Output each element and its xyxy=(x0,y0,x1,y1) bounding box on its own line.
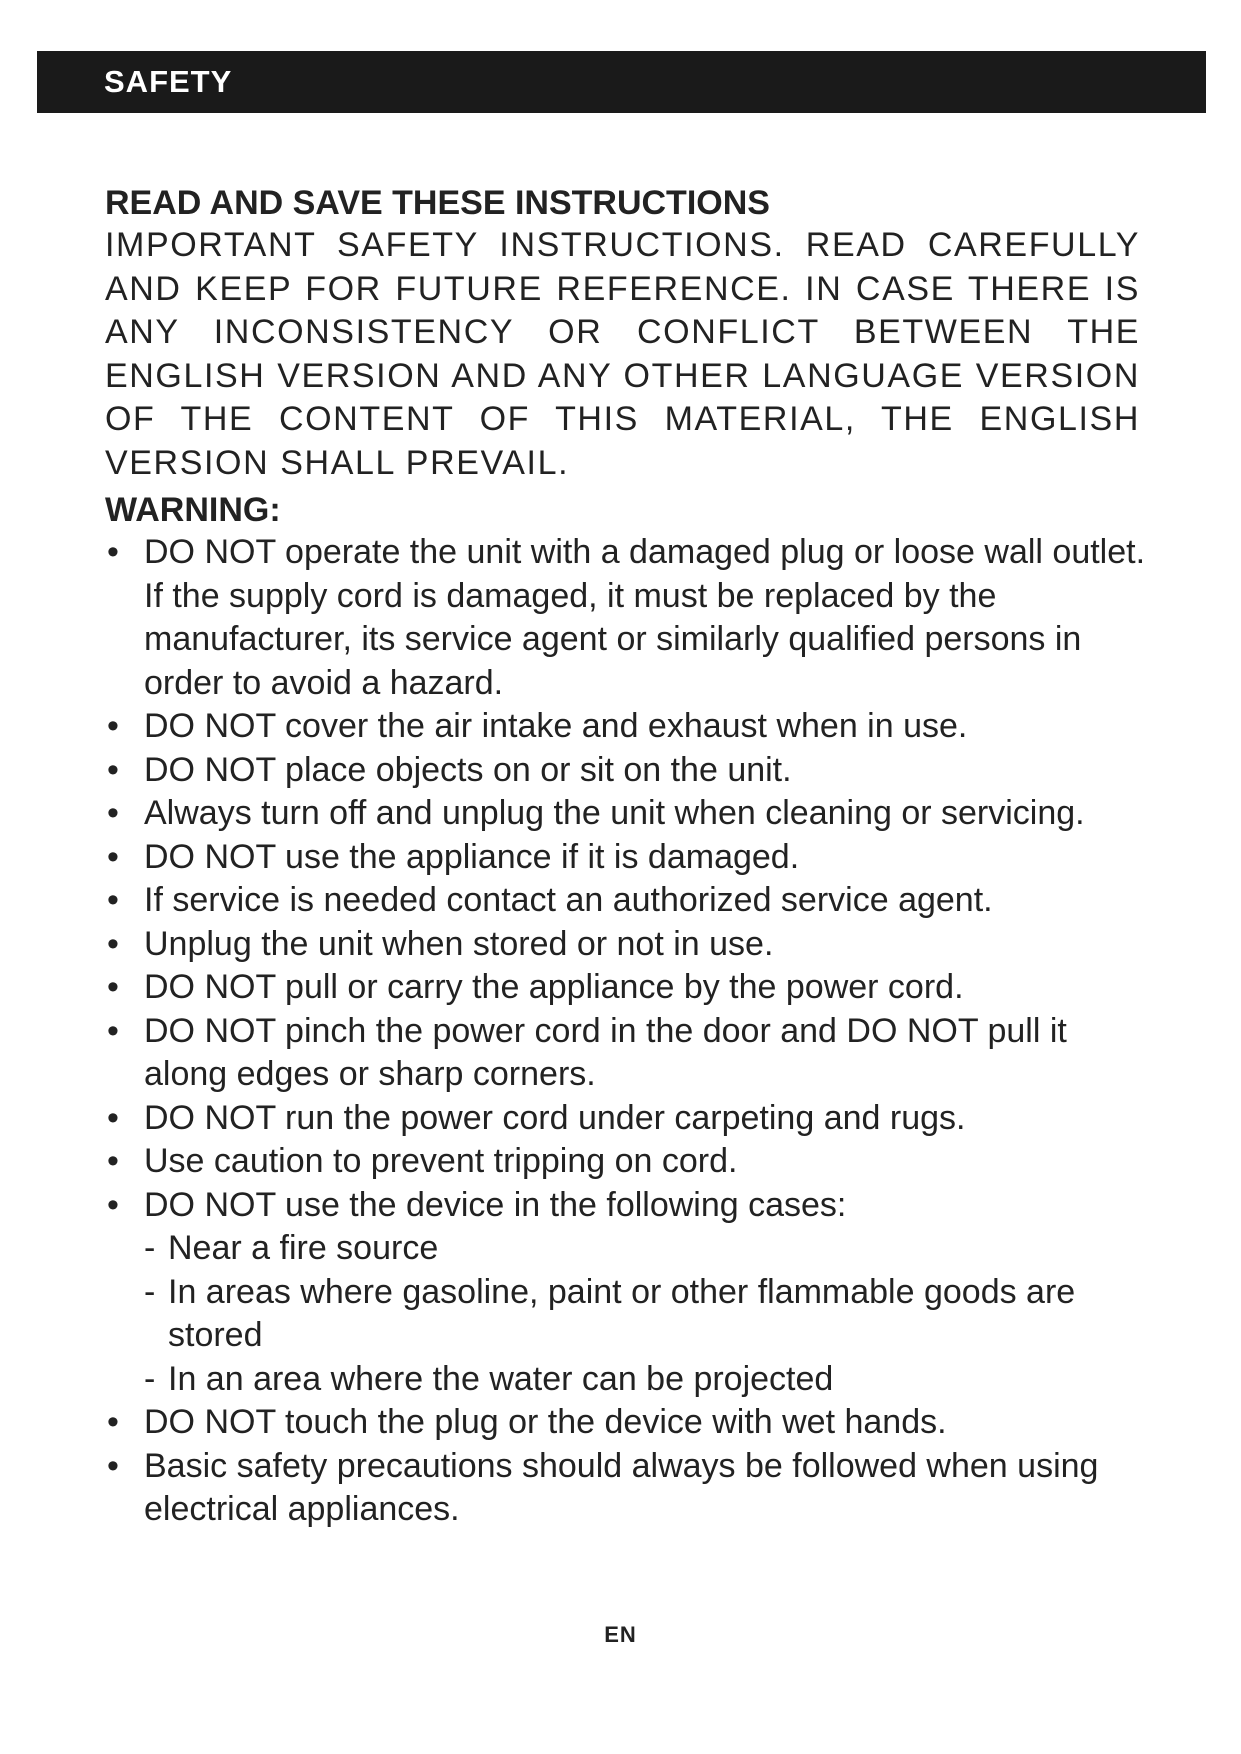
dash-marker: - xyxy=(144,1272,156,1311)
bullet-icon: • xyxy=(107,1011,119,1050)
warning-item xyxy=(105,531,1150,705)
warning-label: WARNING: xyxy=(105,491,281,529)
bullet-icon: • xyxy=(107,881,119,919)
instructions-heading: READ AND SAVE THESE INSTRUCTIONS xyxy=(105,184,770,222)
case-text: Near a fire source xyxy=(168,1229,439,1267)
warning-item xyxy=(105,1445,1150,1532)
case-item xyxy=(144,1358,1150,1402)
warning-text: Always turn off and unplug the unit when cleaning or servicing. xyxy=(144,794,1085,832)
warning-text: DO NOT cover the air intake and exhaust when in use. xyxy=(144,707,968,745)
warning-item xyxy=(105,705,1150,749)
warning-text: Basic safety precautions should always be followed when using electrical appliances. xyxy=(144,1446,1099,1528)
warning-text: DO NOT operate the unit with a damaged plug or loose wall outlet. If the supply cord is damaged, it must be replaced by the manufacturer, its service agent or similarly qualified persons in order to avoid a hazard. xyxy=(144,533,1146,702)
warning-text: DO NOT pinch the power cord in the door and DO NOT pull it along edges or sharp corners. xyxy=(144,1011,1067,1093)
bullet-icon: • xyxy=(107,750,119,789)
case-item xyxy=(144,1271,1150,1358)
bullet-icon: • xyxy=(107,837,119,876)
bullet-icon: • xyxy=(107,1142,119,1180)
warning-item xyxy=(105,792,1150,836)
warning-text: DO NOT use the device in the following cases: xyxy=(144,1185,847,1224)
language-code: EN xyxy=(604,1622,637,1647)
case-text: In areas where gasoline, paint or other flammable goods are stored xyxy=(168,1272,1076,1354)
bullet-icon: • xyxy=(107,707,119,745)
warning-text: DO NOT pull or carry the appliance by the power cord. xyxy=(144,968,964,1006)
warning-item xyxy=(105,879,1150,923)
section-title: SAFETY xyxy=(104,64,233,99)
warning-item xyxy=(105,1184,1150,1402)
warning-text: DO NOT use the appliance if it is damaged. xyxy=(144,837,800,876)
bullet-icon: • xyxy=(107,794,119,832)
bullet-icon: • xyxy=(107,1403,119,1441)
bullet-icon: • xyxy=(107,968,119,1006)
case-list xyxy=(144,1227,1150,1401)
dash-marker: - xyxy=(144,1359,156,1398)
warning-text: If service is needed contact an authorized service agent. xyxy=(144,881,993,919)
warning-item xyxy=(105,836,1150,880)
warning-item xyxy=(105,1140,1150,1184)
warning-text: Unplug the unit when stored or not in use. xyxy=(144,924,774,963)
warning-item xyxy=(105,1010,1150,1097)
warning-item xyxy=(105,923,1150,967)
bullet-icon: • xyxy=(107,533,119,571)
case-item xyxy=(144,1227,1150,1271)
warning-item xyxy=(105,1097,1150,1141)
case-text: In an area where the water can be projected xyxy=(168,1359,834,1398)
warning-text: DO NOT touch the plug or the device with wet hands. xyxy=(144,1403,947,1441)
section-header-bar xyxy=(37,51,1206,113)
warning-text: DO NOT run the power cord under carpeting and rugs. xyxy=(144,1098,966,1137)
bullet-icon: • xyxy=(107,1446,119,1485)
warning-item xyxy=(105,749,1150,793)
dash-marker: - xyxy=(144,1229,156,1267)
warning-text: Use caution to prevent tripping on cord. xyxy=(144,1142,738,1180)
bullet-icon: • xyxy=(107,1185,119,1224)
main-content xyxy=(105,182,1150,1532)
warning-item xyxy=(105,966,1150,1010)
warning-text: DO NOT place objects on or sit on the unit. xyxy=(144,750,792,789)
intro-paragraph: IMPORTANT SAFETY INSTRUCTIONS. READ CAREFULLY AND KEEP FOR FUTURE REFERENCE. IN CASE THERE IS ANY INCONSISTENCY OR CONFLICT BETWEEN THE ENGLISH VERSION AND ANY OTHER LANGUAGE VERSION OF THE CONTENT OF THIS MATERIAL, THE ENGLISH VERSION SHALL PREVAIL. xyxy=(105,226,1140,482)
warning-item xyxy=(105,1401,1150,1445)
warning-list xyxy=(105,531,1150,1532)
bullet-icon: • xyxy=(107,1098,119,1137)
bullet-icon: • xyxy=(107,924,119,963)
